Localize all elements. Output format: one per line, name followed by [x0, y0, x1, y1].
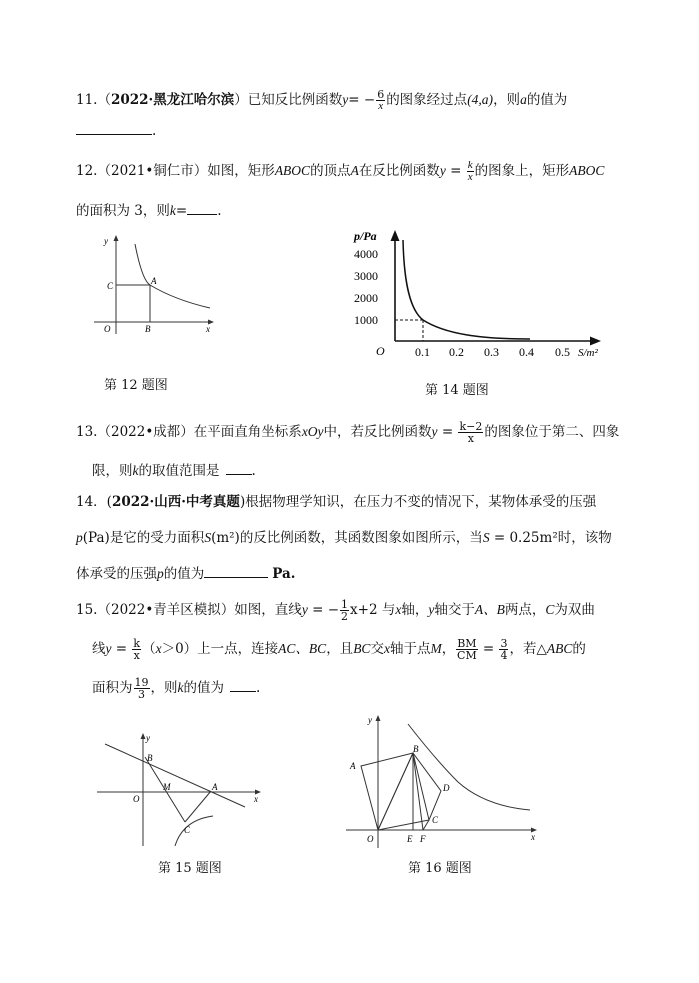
q12-var-k: k — [169, 203, 176, 218]
q15-text7: 线 — [92, 641, 106, 657]
fig16-diagram — [340, 712, 545, 852]
q15-ratio-val-den: 4 — [500, 649, 508, 662]
q15-line2 — [92, 637, 586, 661]
q14-number: 14．( — [76, 494, 112, 510]
fig12-label-o: O — [104, 324, 111, 334]
q12-frac-den: x — [467, 171, 473, 183]
fig15-label-o: O — [133, 794, 140, 804]
q13-fraction — [458, 421, 483, 444]
q12-number: 12.（ — [76, 163, 111, 179]
q15-ratio-lhs — [456, 638, 477, 661]
q15-triangle: ABC — [546, 641, 573, 656]
fig16-label-e: E — [407, 834, 413, 844]
fig15-hyperbola — [175, 816, 213, 846]
q15-var-y3: y — [105, 641, 112, 656]
q13-answer-blank — [226, 462, 252, 475]
q15-eq: = − — [307, 602, 340, 618]
q14-var-s: S — [204, 530, 212, 545]
q15-var-x: x — [395, 602, 402, 617]
q12-source: 2021•铜仁市 — [110, 163, 194, 179]
q15-text15: 的 — [572, 641, 586, 657]
fig15-label-c: C — [184, 825, 191, 835]
q15-text14: ，若△ — [509, 641, 547, 657]
q15-text9: ＞0）上一点，连接 — [161, 641, 279, 657]
fig12-label-b: B — [145, 324, 151, 334]
q13-eq: = — [437, 424, 458, 440]
q15-frac-num: 1 — [341, 598, 349, 611]
q15-ratio-num: BM — [457, 637, 477, 650]
q15-point-m: M — [430, 641, 442, 656]
q15-points-ab: A、B — [474, 602, 505, 617]
q15-text13: ， — [441, 641, 456, 657]
q14-text3: 的反比例函数，其函数图象如图所示，当 — [239, 530, 483, 546]
q11-source: 2022·黑龙江哈尔滨 — [110, 92, 235, 108]
q13-text4: 限，则 — [92, 463, 133, 479]
q15-segment-bc: BC — [353, 641, 371, 656]
fig12-hyperbola — [135, 244, 210, 308]
fig14-xtick-02: 0.2 — [449, 345, 464, 359]
q12-text6: = — [175, 203, 188, 219]
q13-frac-num: k−2 — [459, 420, 483, 433]
q15-frac2-den: x — [133, 649, 140, 662]
q14-var-p2: p — [157, 566, 164, 581]
fig14-x-arrow — [590, 337, 601, 346]
fig15-line — [105, 744, 245, 807]
fig14-ylabel: p/Pa — [354, 229, 377, 243]
q12-fraction — [467, 160, 474, 183]
q15-text8: （ — [142, 641, 156, 657]
fig12-label-y: y — [104, 236, 108, 246]
fig16-hyperbola — [408, 724, 530, 810]
q12-line2 — [76, 199, 222, 219]
q13-number: 13.（ — [76, 424, 111, 440]
q13-xoy: xOy — [301, 424, 324, 439]
q13-var-k: k — [132, 463, 139, 478]
q15-text3: 轴， — [401, 602, 429, 618]
q11-answer-blank — [76, 122, 152, 135]
fig15-label-y: y — [146, 733, 150, 743]
q15-ratio-rhs — [499, 638, 508, 661]
q11-point: (4,a) — [467, 92, 494, 107]
q11-text: ）已知反比例函数 — [234, 92, 343, 108]
q11-frac-num: 6 — [377, 88, 385, 101]
q13-var: y — [431, 424, 438, 439]
fig12-label-a: A — [151, 276, 157, 286]
q15-line3 — [92, 676, 260, 700]
q14-line1 — [76, 490, 596, 510]
q15-number: 15.（ — [76, 602, 111, 618]
q14-line2b — [76, 562, 296, 582]
fig14-y-arrow — [391, 230, 400, 241]
q11-fraction — [376, 89, 385, 112]
fig12-diagram — [90, 232, 225, 337]
fig14-curve — [403, 240, 530, 339]
q14-answer-blank — [204, 565, 268, 578]
q12-end: . — [217, 203, 222, 219]
q15-text11: 交 — [370, 641, 384, 657]
q13-frac-den: x — [467, 432, 474, 445]
q14-unit-pa: (Pa) — [82, 530, 110, 546]
fig16-label-b: B — [413, 744, 419, 754]
q15-var: y — [301, 602, 308, 617]
fig12-label-c: C — [107, 281, 114, 291]
fig14-origin: O — [376, 344, 385, 358]
fig16-seg-oc — [378, 820, 429, 830]
q12-var: y — [439, 163, 446, 178]
q14-unit: Pa. — [272, 566, 296, 582]
fig12-label-x: x — [206, 324, 210, 334]
fig16-label-c: C — [432, 815, 439, 825]
q15-text2: x+2 与 — [350, 602, 396, 618]
q15-text4: 轴交于 — [434, 602, 475, 618]
q11-text3: ，则 — [493, 92, 521, 108]
q14-var-s2: S — [482, 530, 490, 545]
q14-unit-m2: (m²) — [211, 530, 240, 546]
q15-frac2-num: k — [133, 637, 141, 650]
q11-line2 — [76, 122, 156, 139]
q13-line2 — [92, 459, 256, 479]
fig12-y-arrow — [114, 235, 119, 241]
q15-area-den: 3 — [138, 688, 145, 701]
q15-var-k: k — [177, 680, 184, 695]
q13-text2: 中，若反比例函数 — [323, 424, 432, 440]
q15-var-x2: x — [383, 641, 390, 656]
q15-source: 2022•青羊区模拟 — [110, 602, 221, 618]
q15-ratio-val-num: 3 — [500, 637, 508, 650]
q15-text6: 为双曲 — [554, 602, 595, 618]
q12-answer-blank — [187, 202, 217, 215]
q11-text4: 的值为 — [526, 92, 568, 108]
q11-number: 11.（ — [76, 92, 111, 108]
q11-var-a: a — [520, 92, 527, 107]
fig16-caption: 第 16 题图 — [408, 861, 472, 876]
fig15-label-m: M — [163, 782, 171, 792]
fig15-diagram — [95, 730, 270, 850]
q12-text2: 的顶点 — [310, 163, 351, 179]
fig14-ytick-4000: 4000 — [354, 247, 378, 261]
q15-text5: 两点， — [504, 602, 546, 618]
q11-frac-den: x — [378, 100, 384, 112]
q15-eq3: = — [478, 641, 499, 657]
q15-point-c: C — [545, 602, 555, 617]
fig16-seg-ob — [378, 753, 413, 830]
q15-ratio-den: CM — [457, 649, 477, 662]
q12-text5: 的面积为 3，则 — [76, 203, 170, 219]
q11-text2: 的图象经过点 — [386, 92, 468, 108]
q15-area-num: 19 — [134, 676, 149, 689]
fig14-xtick-01: 0.1 — [415, 345, 430, 359]
fig15-label-b: B — [147, 753, 153, 763]
fig15-label-a: A — [212, 782, 218, 792]
fig15-y-arrow — [141, 733, 146, 739]
q14-text5: 体承受的压强 — [76, 566, 157, 582]
fig12-rectangle — [116, 285, 150, 322]
q14-text6: 的值为 — [163, 566, 205, 582]
fig16-label-o: O — [367, 834, 374, 844]
fig16-label-y: y — [368, 715, 372, 725]
q12-eq: = — [445, 163, 466, 179]
q15-area-fraction — [134, 677, 150, 700]
q15-segments: AC、BC — [278, 641, 327, 656]
fig16-y-arrow — [376, 715, 381, 721]
q13-end: . — [251, 463, 256, 479]
fig14-xlabel: S/m² — [578, 347, 598, 359]
q14-s-value: = 0.25m² — [489, 530, 558, 546]
fig16-square-oabx — [361, 753, 413, 830]
fig16-label-a: A — [350, 761, 356, 771]
q11-var: y — [342, 92, 349, 107]
q15-fraction2 — [132, 638, 141, 661]
fig14-ytick-3000: 3000 — [354, 269, 378, 283]
q15-text: ）如图，直线 — [220, 602, 302, 618]
q15-text10: ，且 — [326, 641, 354, 657]
q12-point-a: A — [350, 163, 359, 178]
fig14-xtick-05: 0.5 — [555, 345, 570, 359]
q14-text2: 是它的受力面积 — [109, 530, 205, 546]
q15-var-x-cond: x — [155, 641, 162, 656]
q14-source: 2022·山西·中考真题 — [111, 494, 240, 510]
q13-line1 — [76, 420, 619, 444]
q15-text18: 的值为 — [183, 680, 224, 696]
q15-text12: 轴于点 — [389, 641, 431, 657]
fig12-caption: 第 12 题图 — [104, 378, 168, 393]
q14-text: )根据物理学知识，在压力不变的情况下，某物体承受的压强 — [239, 494, 597, 510]
fig14-ytick-1000: 1000 — [354, 313, 378, 327]
q14-line2 — [76, 526, 612, 546]
q15-eq2: = — [111, 641, 132, 657]
q12-text3: 在反比例函数 — [358, 163, 440, 179]
q11-end: . — [152, 123, 157, 139]
q15-text17: ，则 — [150, 680, 178, 696]
q15-fraction — [340, 599, 349, 622]
q14-text4: 时，该物 — [557, 530, 612, 546]
fig15-caption: 第 15 题图 — [158, 861, 222, 876]
fig16-label-x: x — [531, 832, 535, 842]
q11-eq: = − — [348, 92, 376, 108]
q14-var-p: p — [76, 530, 83, 545]
q15-answer-blank — [230, 679, 256, 692]
q12-line1 — [76, 159, 604, 183]
q12-text4: 的图象上，矩形 — [474, 163, 570, 179]
q12-rect2: ABOC — [569, 163, 605, 178]
q13-text5: 的取值范围是 — [138, 463, 220, 479]
q12-frac-num: k — [467, 159, 473, 171]
fig14-xtick-03: 0.3 — [484, 345, 499, 359]
q15-line1 — [76, 598, 595, 622]
fig14-chart — [350, 228, 615, 363]
q13-text3: 的图象位于第二、四象 — [484, 424, 620, 440]
fig15-label-x: x — [254, 794, 258, 804]
fig14-xtick-04: 0.4 — [519, 345, 534, 359]
q13-source: 2022•成都 — [110, 424, 181, 440]
fig14-ytick-2000: 2000 — [354, 291, 378, 305]
fig16-label-d: D — [443, 783, 450, 793]
q15-text16: 面积为 — [92, 680, 133, 696]
q15-end: . — [256, 680, 261, 696]
q13-text: ）在平面直角坐标系 — [180, 424, 302, 440]
q12-text: ）如图，矩形 — [193, 163, 275, 179]
q12-rect: ABOC — [274, 163, 311, 178]
q15-var-y2: y — [428, 602, 435, 617]
fig14-caption: 第 14 题图 — [425, 383, 489, 398]
fig16-label-f: F — [420, 834, 426, 844]
q15-frac-den: 2 — [341, 610, 349, 623]
q11-line1 — [76, 88, 567, 112]
